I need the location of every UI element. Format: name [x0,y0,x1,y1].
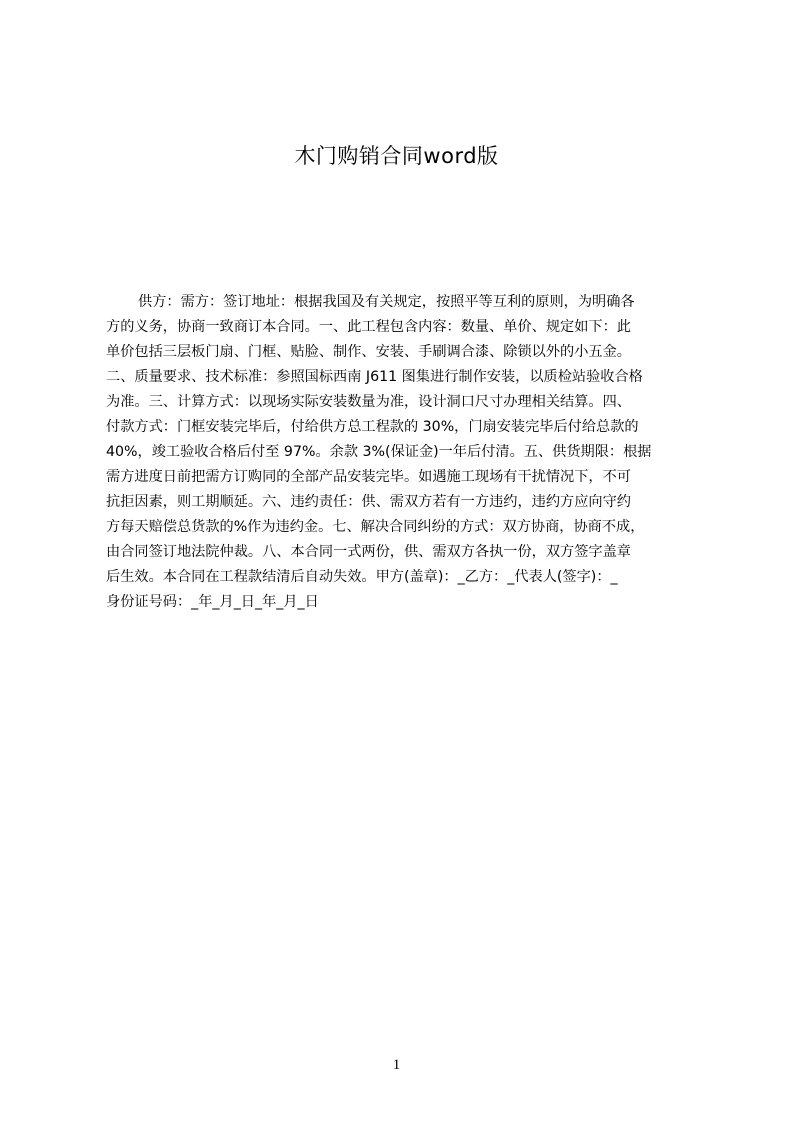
body-line: 付款方式：门框安装完毕后，付给供方总工程款的 30%，门扇安装完毕后付给总款的 [106,419,639,435]
body-line: 需方进度日前把需方订购同的全部产品安装完毕。如遇施工现场有干扰情况下，不可 [106,469,631,485]
body-line: 后生效。本合同在工程款结清后自动失效。甲方(盖章)：_乙方：_代表人(签字)：_ [106,569,618,585]
document-title: 木门购销合同word版 [294,144,499,168]
body-line: 40%，竣工验收合格后付至 97%。余款 3%(保证金)一年后付清。五、供货期限：根据 [106,444,652,460]
contract-body [106,290,698,615]
body-line: 单价包括三层板门扇、门框、贴脸、制作、安装、手刷调合漆、除锁以外的小五金。 [106,344,631,360]
body-line: 供方：需方：签订地址：根据我国及有关规定，按照平等互利的原则，为明确各 [138,294,635,310]
body-line: 二、质量要求、技术标准：参照国标西南 J611 图集进行制作安装，以质检站验收合格 [106,369,643,385]
body-line: 方每天赔偿总货款的%作为违约金。七、解决合同纠纷的方式：双方协商，协商不成， [106,519,645,535]
body-line: 为准。三、计算方式：以现场实际安装数量为准，设计洞口尺寸办理相关结算。四、 [106,394,631,410]
body-line: 身份证号码：_年_月_日_年_月_日 [106,594,319,610]
body-line: 抗拒因素，则工期顺延。六、违约责任：供、需双方若有一方违约，违约方应向守约 [106,494,631,510]
body-line: 方的义务，协商一致商订本合同。一、此工程包含内容：数量、单价、规定如下：此 [106,319,631,335]
page-number: 1 [392,1057,401,1073]
body-line: 由合同签订地法院仲裁。八、本合同一式两份，供、需双方各执一份，双方签字盖章 [106,544,631,560]
